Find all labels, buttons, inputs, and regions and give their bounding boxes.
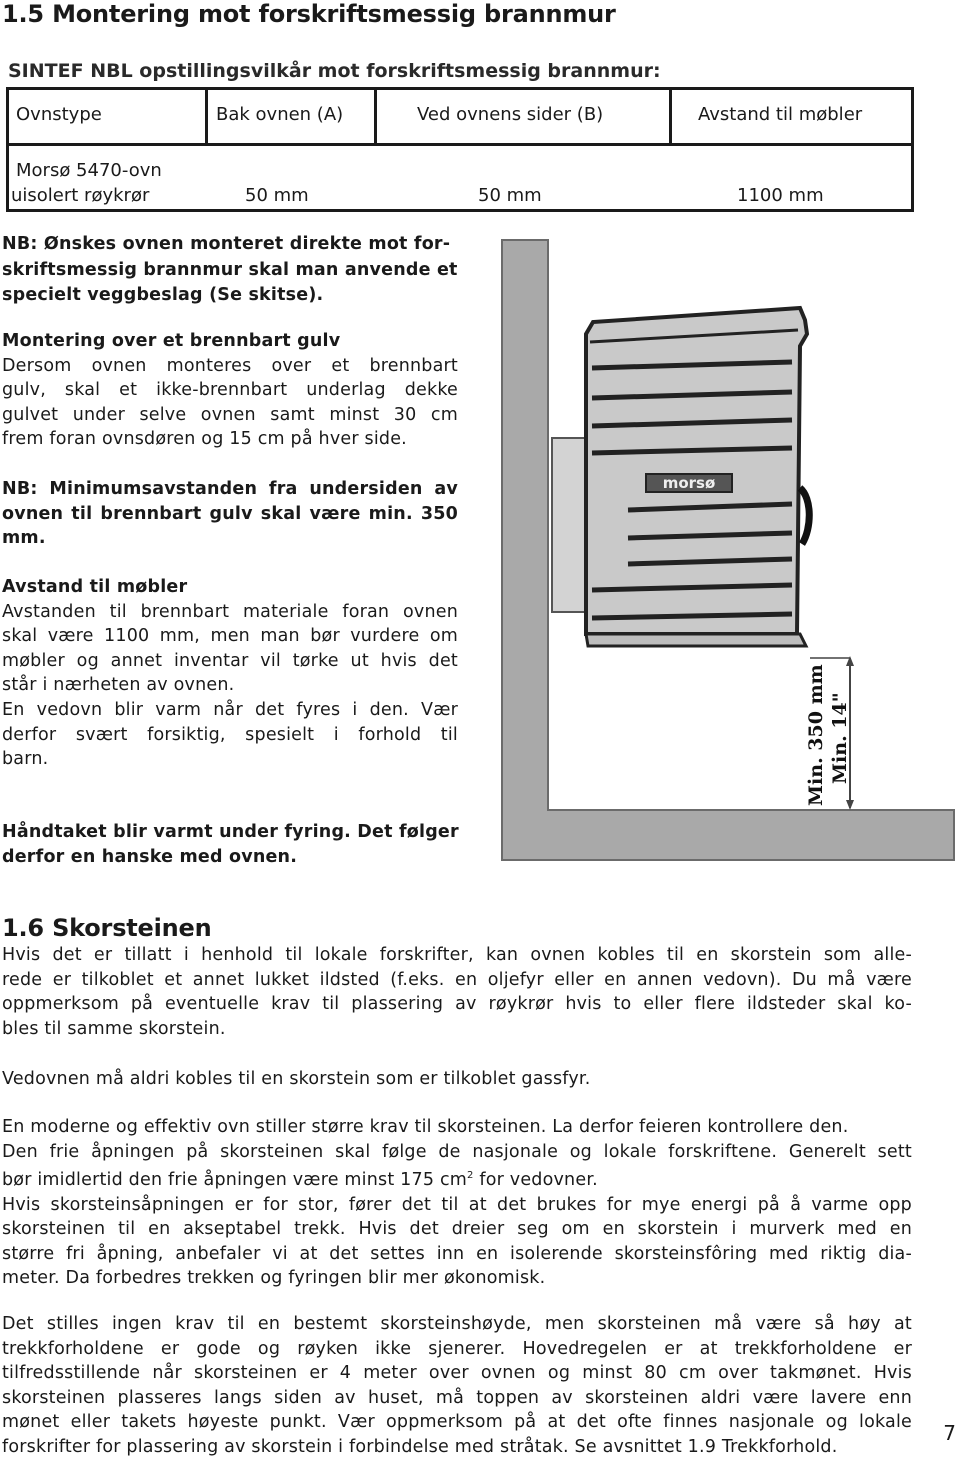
table-header-ovnstype: Ovnstype [16, 104, 102, 125]
clearance-table [6, 87, 914, 212]
text-fragment: for vedovner. [473, 1170, 598, 1191]
dimension-label-mm: Min. 350 mm [805, 664, 827, 806]
furniture-section-title: Avstand til møbler [2, 577, 188, 597]
chimney-paragraph-1 [2, 943, 912, 1041]
chimney-gas-warning: Vedovnen må aldri kobles til en skorstein som er tilkoblet gassfyr. [2, 1069, 591, 1089]
text-line: Avstanden til brennbart materiale foran ovnen [2, 601, 458, 622]
table-divider [669, 90, 672, 143]
text-line: frem foran ovnsdøren og 15 cm på hver side. [2, 429, 407, 450]
text-line: NB: Ønskes ovnen monteret direkte mot for- [2, 234, 451, 254]
chimney-paragraph-3 [2, 1115, 912, 1291]
page-number: 7 [943, 1421, 956, 1445]
text-line: Det stilles ingen krav til en bestemt skorsteinshøyde, men skorsteinen må være så høy at [2, 1314, 912, 1334]
table-cell-sides: 50 mm [478, 185, 542, 206]
table-header-back: Bak ovnen (A) [216, 104, 344, 125]
dimension-label-inch: Min. 14" [829, 692, 851, 784]
text-line: skorsteinen plasseres langs siden av huset, må toppen av skorsteinen aldri være lavere enn [2, 1387, 912, 1408]
floor-section [2, 329, 458, 452]
wall-bracket [552, 438, 586, 612]
table-cell-back: 50 mm [245, 185, 309, 206]
furniture-section [2, 575, 458, 772]
text-line: større fri åpning, anbefaler vi at det settes inn en isolerende skorsteinsfôring med riktig dia- [2, 1243, 912, 1264]
nb-wall-bracket-note [2, 232, 458, 309]
text-line: derfor en hanske med ovnen. [2, 846, 298, 867]
text-line: NB: Minimumsavstanden fra undersiden av [2, 479, 458, 499]
text-line: ovnen til brennbart gulv skal være min. 350 [2, 503, 458, 524]
text-line: skorsteinen til en akseptabel trekk. Hvis det dreier seg om en skorstein i murverk med en [2, 1219, 912, 1240]
stove-wall-sketch [500, 238, 956, 862]
table-divider [205, 90, 208, 143]
text-line: gulv, skal et ikke-brennbart underlag dekke [2, 380, 458, 401]
text-line: rede er tilkoblet et annet lukket ildsted (f.eks. en oljefyr eller en annen vedovn). Du må være [2, 969, 912, 990]
text-line: Håndtaket blir varmt under fyring. Det følger [2, 822, 459, 842]
section-heading-1-6: 1.6 Skorsteinen [2, 914, 212, 942]
table-divider [374, 90, 377, 143]
table-header-furniture: Avstand til møbler [698, 104, 863, 125]
text-line: specielt veggbeslag (Se skitse). [2, 285, 324, 305]
text-line: barn. [2, 749, 49, 770]
text-line: Den frie åpningen på skorsteinen skal følge de nasjonale og lokale forskriftene. Generelt sett [2, 1141, 912, 1162]
text-line: skriftsmessig brannmur skal man anvende et [2, 259, 458, 280]
text-line: trekkforholdene er gode og røyken ikke sjenerer. Hovedregelen er at trekkforholdene er [2, 1338, 912, 1359]
text-line: bles til samme skorstein. [2, 1018, 226, 1039]
table-cell-stove-model: Morsø 5470-ovn [16, 160, 162, 181]
text-line: Dersom ovnen monteres over et brennbart [2, 355, 458, 376]
text-line: Hvis skorsteinsåpningen er for stor, fører det til at det brukes for mye energi på å varme opp [2, 1194, 912, 1215]
text-line [2, 1164, 912, 1192]
superscript: 2 [467, 1170, 474, 1182]
sintef-subheading: SINTEF NBL opstillingsvilkår mot forskriftsmessig brannmur: [8, 60, 661, 82]
text-line: gulvet under selve ovnen samt minst 30 cm [2, 404, 458, 425]
text-line: En vedovn blir varm når det fyres i den. Vær [2, 699, 458, 720]
text-fragment: bør imidlertid den frie åpningen være minst 175 cm [2, 1170, 468, 1191]
text-line: En moderne og effektiv ovn stiller større krav til skorsteinen. La derfor feieren kontrollere den. [2, 1117, 849, 1137]
text-line: skal være 1100 mm, men man bør vurdere om [2, 626, 458, 647]
text-line: oppmerksom på eventuelle krav til plassering av røykrør hvis to eller flere ildsteder skal ko- [2, 994, 912, 1015]
text-line: Hvis det er tillatt i henhold til lokale forskrifter, kan ovnen kobles til en skorstein som alle- [2, 945, 912, 965]
table-header-sides: Ved ovnens sider (B) [417, 104, 604, 125]
text-line: forskrifter for plassering av skorstein i forbindelse med stråtak. Se avsnittet 1.9 Trekkforhold. [2, 1436, 838, 1457]
door-handle [800, 488, 809, 544]
text-line: derfor svært forsiktig, spesielt i forhold til [2, 724, 458, 745]
text-line: mm. [2, 528, 46, 549]
installation-diagram [500, 238, 956, 862]
text-line: møbler og annet inventar vil tørke ut hvis det [2, 650, 458, 671]
text-line: meter. Da forbedres trekken og fyringen blir mer økonomisk. [2, 1268, 546, 1289]
text-line: står i nærheten av ovnen. [2, 675, 235, 696]
chimney-paragraph-4 [2, 1312, 912, 1460]
table-cell-flue: uisolert røykrør [11, 185, 150, 206]
table-divider [9, 143, 911, 146]
table-cell-furniture: 1100 mm [737, 185, 824, 206]
nb-min-distance-note [2, 477, 458, 551]
brand-logo: morsø [662, 474, 716, 492]
section-heading-1-5: 1.5 Montering mot forskriftsmessig brannmur [2, 0, 616, 28]
floor-section-title: Montering over et brennbart gulv [2, 331, 341, 351]
handle-warning-note [2, 820, 462, 869]
text-line: mønet eller takets høyeste punkt. Vær oppmerksom på at det ofte finnes nasjonale og lokale [2, 1412, 912, 1433]
text-line: tilfredsstillende når skorsteinen er 4 meter over ovnen og minst 80 cm over takmønet. Hvis [2, 1363, 912, 1384]
